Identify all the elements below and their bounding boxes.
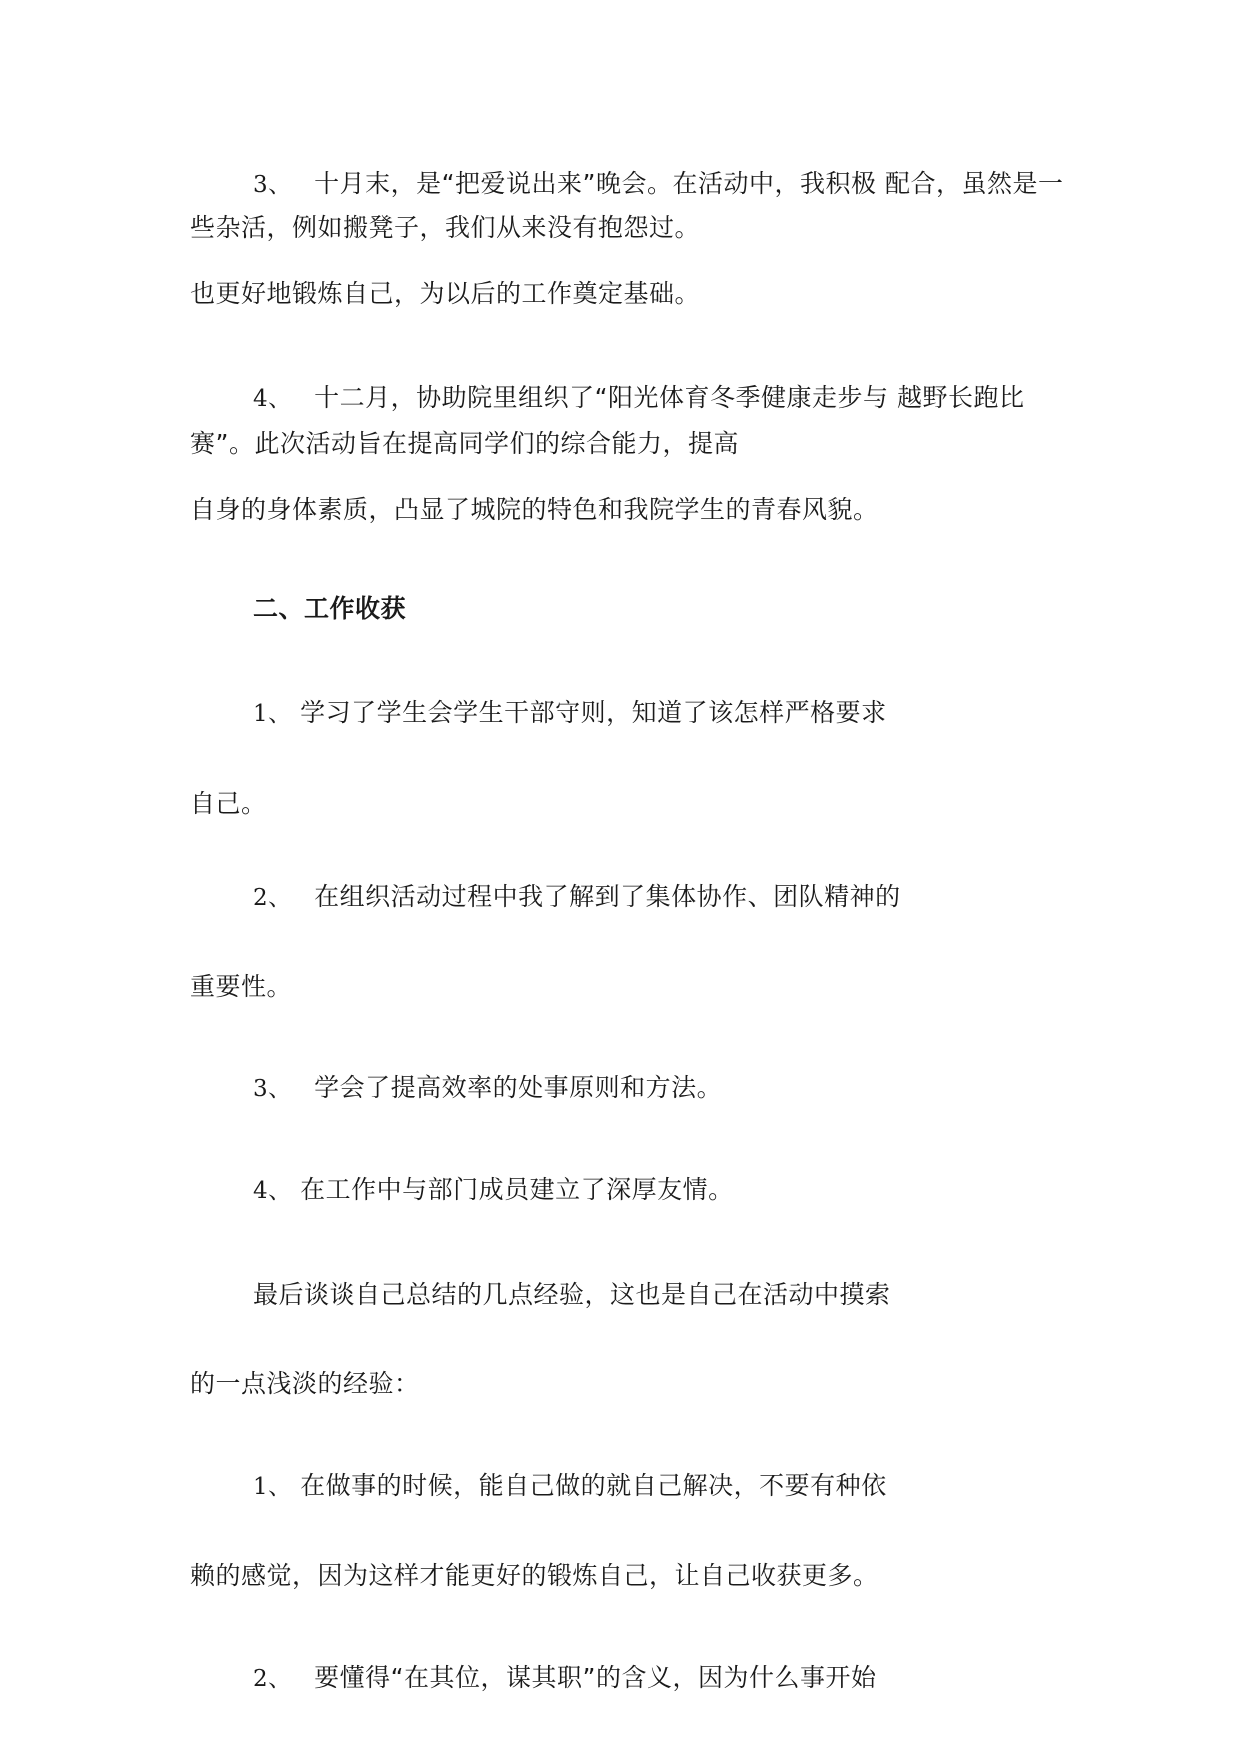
paragraph-3-line-3: 也更好地锻炼自己，为以后的工作奠定基础。 [190,279,701,308]
list-number: 1、 [253,701,292,727]
text: 要懂得“在其位，谋其职”的含义，因为什么事开始 [314,1663,877,1692]
experience-intro-line-1: 最后谈谈自己总结的几点经验，这也是自己在活动中摸索 [253,1280,891,1309]
gain-1-line-1 [253,697,887,730]
gain-3-line-1 [253,1072,722,1105]
text: 在工作中与部门成员建立了深厚友情。 [300,1175,734,1204]
experience-intro-line-2: 的一点浅淡的经验： [190,1369,420,1398]
experience-1-line-1 [253,1470,887,1503]
list-number: 4、 [253,386,292,412]
text: 学习了学生会学生干部守则，知道了该怎样严格要求 [300,698,887,727]
text: 学会了提高效率的处事原则和方法。 [314,1073,723,1102]
paragraph-4-line-2: 赛”。此次活动旨在提高同学们的综合能力，提高 [190,429,739,458]
text: 十月末，是“把爱说出来”晚会。在活动中，我积极 配合，虽然是一 [314,169,1064,198]
list-number: 2、 [253,885,292,911]
text: 在组织活动过程中我了解到了集体协作、团队精神的 [314,882,901,911]
paragraph-3-line-1 [253,168,1063,201]
list-number: 4、 [253,1178,292,1204]
list-number: 1、 [253,1474,292,1500]
gain-1-line-2: 自己。 [190,789,267,818]
experience-2-line-1 [253,1662,877,1695]
experience-1-line-2: 赖的感觉，因为这样才能更好的锻炼自己，让自己收获更多。 [190,1561,879,1590]
paragraph-4-line-3: 自身的身体素质，凸显了城院的特色和我院学生的青春风貌。 [190,495,879,524]
paragraph-4-line-1 [253,382,1025,415]
text: 在做事的时候，能自己做的就自己解决，不要有种依 [300,1471,887,1500]
gain-4-line-1 [253,1174,734,1207]
gain-2-line-1 [253,881,901,914]
gain-2-line-2: 重要性。 [190,972,293,1001]
text: 十二月，协助院里组织了“阳光体育冬季健康走步与 越野长跑比 [314,383,1025,412]
list-number: 3、 [253,1076,292,1102]
section-heading: 二、工作收获 [253,594,407,623]
list-number: 3、 [253,172,292,198]
paragraph-3-line-2: 些杂活，例如搬凳子，我们从来没有抱怨过。 [190,213,701,242]
list-number: 2、 [253,1666,292,1692]
